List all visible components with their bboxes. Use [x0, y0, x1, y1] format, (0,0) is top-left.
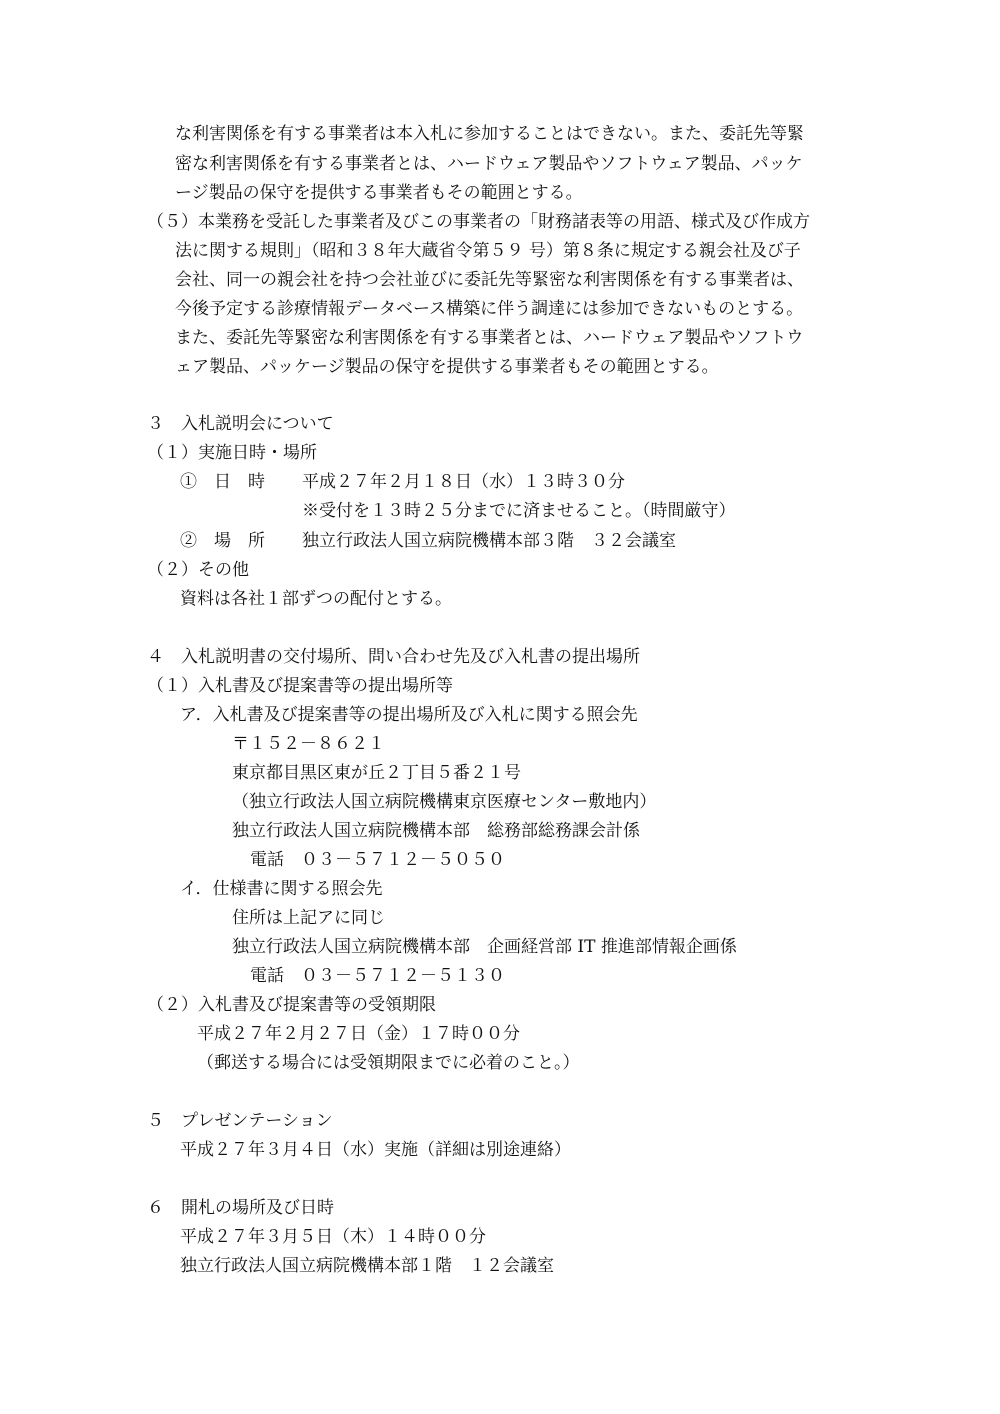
address: 住所は上記アに同じ	[232, 908, 385, 928]
date-label: ① 日 時	[180, 472, 265, 492]
opening-date: 平成２７年３月５日（木）１４時００分	[180, 1227, 486, 1247]
body-text-line: 会社、同一の親会社を持つ会社並びに委託先等緊密な利害関係を有する事業者は、	[175, 270, 804, 290]
address: 東京都目黒区東が丘２丁目５番２１号	[232, 763, 521, 783]
department: 独立行政法人国立病院機構本部 総務部総務課会計係	[232, 821, 640, 841]
other-text: 資料は各社１部ずつの配付とする。	[180, 589, 452, 609]
deadline: 平成２７年２月２７日（金）１７時００分	[197, 1024, 520, 1044]
item-i-title: イ．仕様書に関する照会先	[180, 879, 383, 899]
body-text-line: また、委託先等緊密な利害関係を有する事業者とは、ハードウェア製品やソフトウ	[175, 328, 804, 348]
phone-number: 電話 ０３－５７１２－５０５０	[250, 850, 505, 870]
phone-number: 電話 ０３－５７１２－５１３０	[250, 966, 505, 986]
deadline-note: （郵送する場合には受領期限までに必着のこと。）	[197, 1053, 580, 1073]
body-text-line: 今後予定する診療情報データベース構築に伴う調達には参加できないものとする。	[175, 299, 804, 319]
date-note: ※受付を１３時２５分までに済ませること。（時間厳守）	[302, 501, 736, 521]
section-5-heading: ５ プレゼンテーション	[147, 1111, 333, 1131]
item-5-first-line: （５）本業務を受託した事業者及びこの事業者の「財務諸表等の用語、様式及び作成方	[147, 212, 810, 232]
section-3-sub-2: （２）その他	[147, 560, 249, 580]
opening-place: 独立行政法人国立病院機構本部１階 １２会議室	[180, 1256, 554, 1276]
body-text-line: な利害関係を有する事業者は本入札に参加することはできない。また、委託先等緊	[175, 124, 804, 144]
place-value: 独立行政法人国立病院機構本部３階 ３２会議室	[302, 531, 676, 551]
section-4-heading: ４ 入札説明書の交付場所、問い合わせ先及び入札書の提出場所	[147, 647, 640, 667]
date-value: 平成２７年２月１８日（水）１３時３０分	[302, 472, 625, 492]
section-3-sub-1: （１）実施日時・場所	[147, 443, 317, 463]
postal-code: 〒１５２－８６２１	[232, 734, 385, 754]
department: 独立行政法人国立病院機構本部 企画経営部 IT 推進部情報企画係	[232, 937, 737, 957]
section-3-heading: ３ 入札説明会について	[147, 414, 334, 434]
section-4-sub-1: （１）入札書及び提案書等の提出場所等	[147, 676, 453, 696]
section-4-sub-2: （２）入札書及び提案書等の受領期限	[147, 995, 436, 1015]
body-text-line: ェア製品、パッケージ製品の保守を提供する事業者もその範囲とする。	[175, 357, 719, 377]
place-label: ② 場 所	[180, 531, 265, 551]
body-text-line: 法に関する規則」（昭和３８年大蔵省令第５９ 号）第８条に規定する親会社及び子	[175, 241, 801, 261]
address-note: （独立行政法人国立病院機構東京医療センター敷地内）	[232, 792, 657, 812]
body-text-line: ージ製品の保守を提供する事業者もその範囲とする。	[175, 183, 583, 203]
body-text-line: 密な利害関係を有する事業者とは、ハードウェア製品やソフトウェア製品、パッケ	[175, 154, 803, 174]
presentation-date: 平成２７年３月４日（水）実施（詳細は別途連絡）	[180, 1140, 571, 1160]
item-a-title: ア．入札書及び提案書等の提出場所及び入札に関する照会先	[180, 705, 638, 725]
section-6-heading: ６ 開札の場所及び日時	[147, 1198, 334, 1218]
